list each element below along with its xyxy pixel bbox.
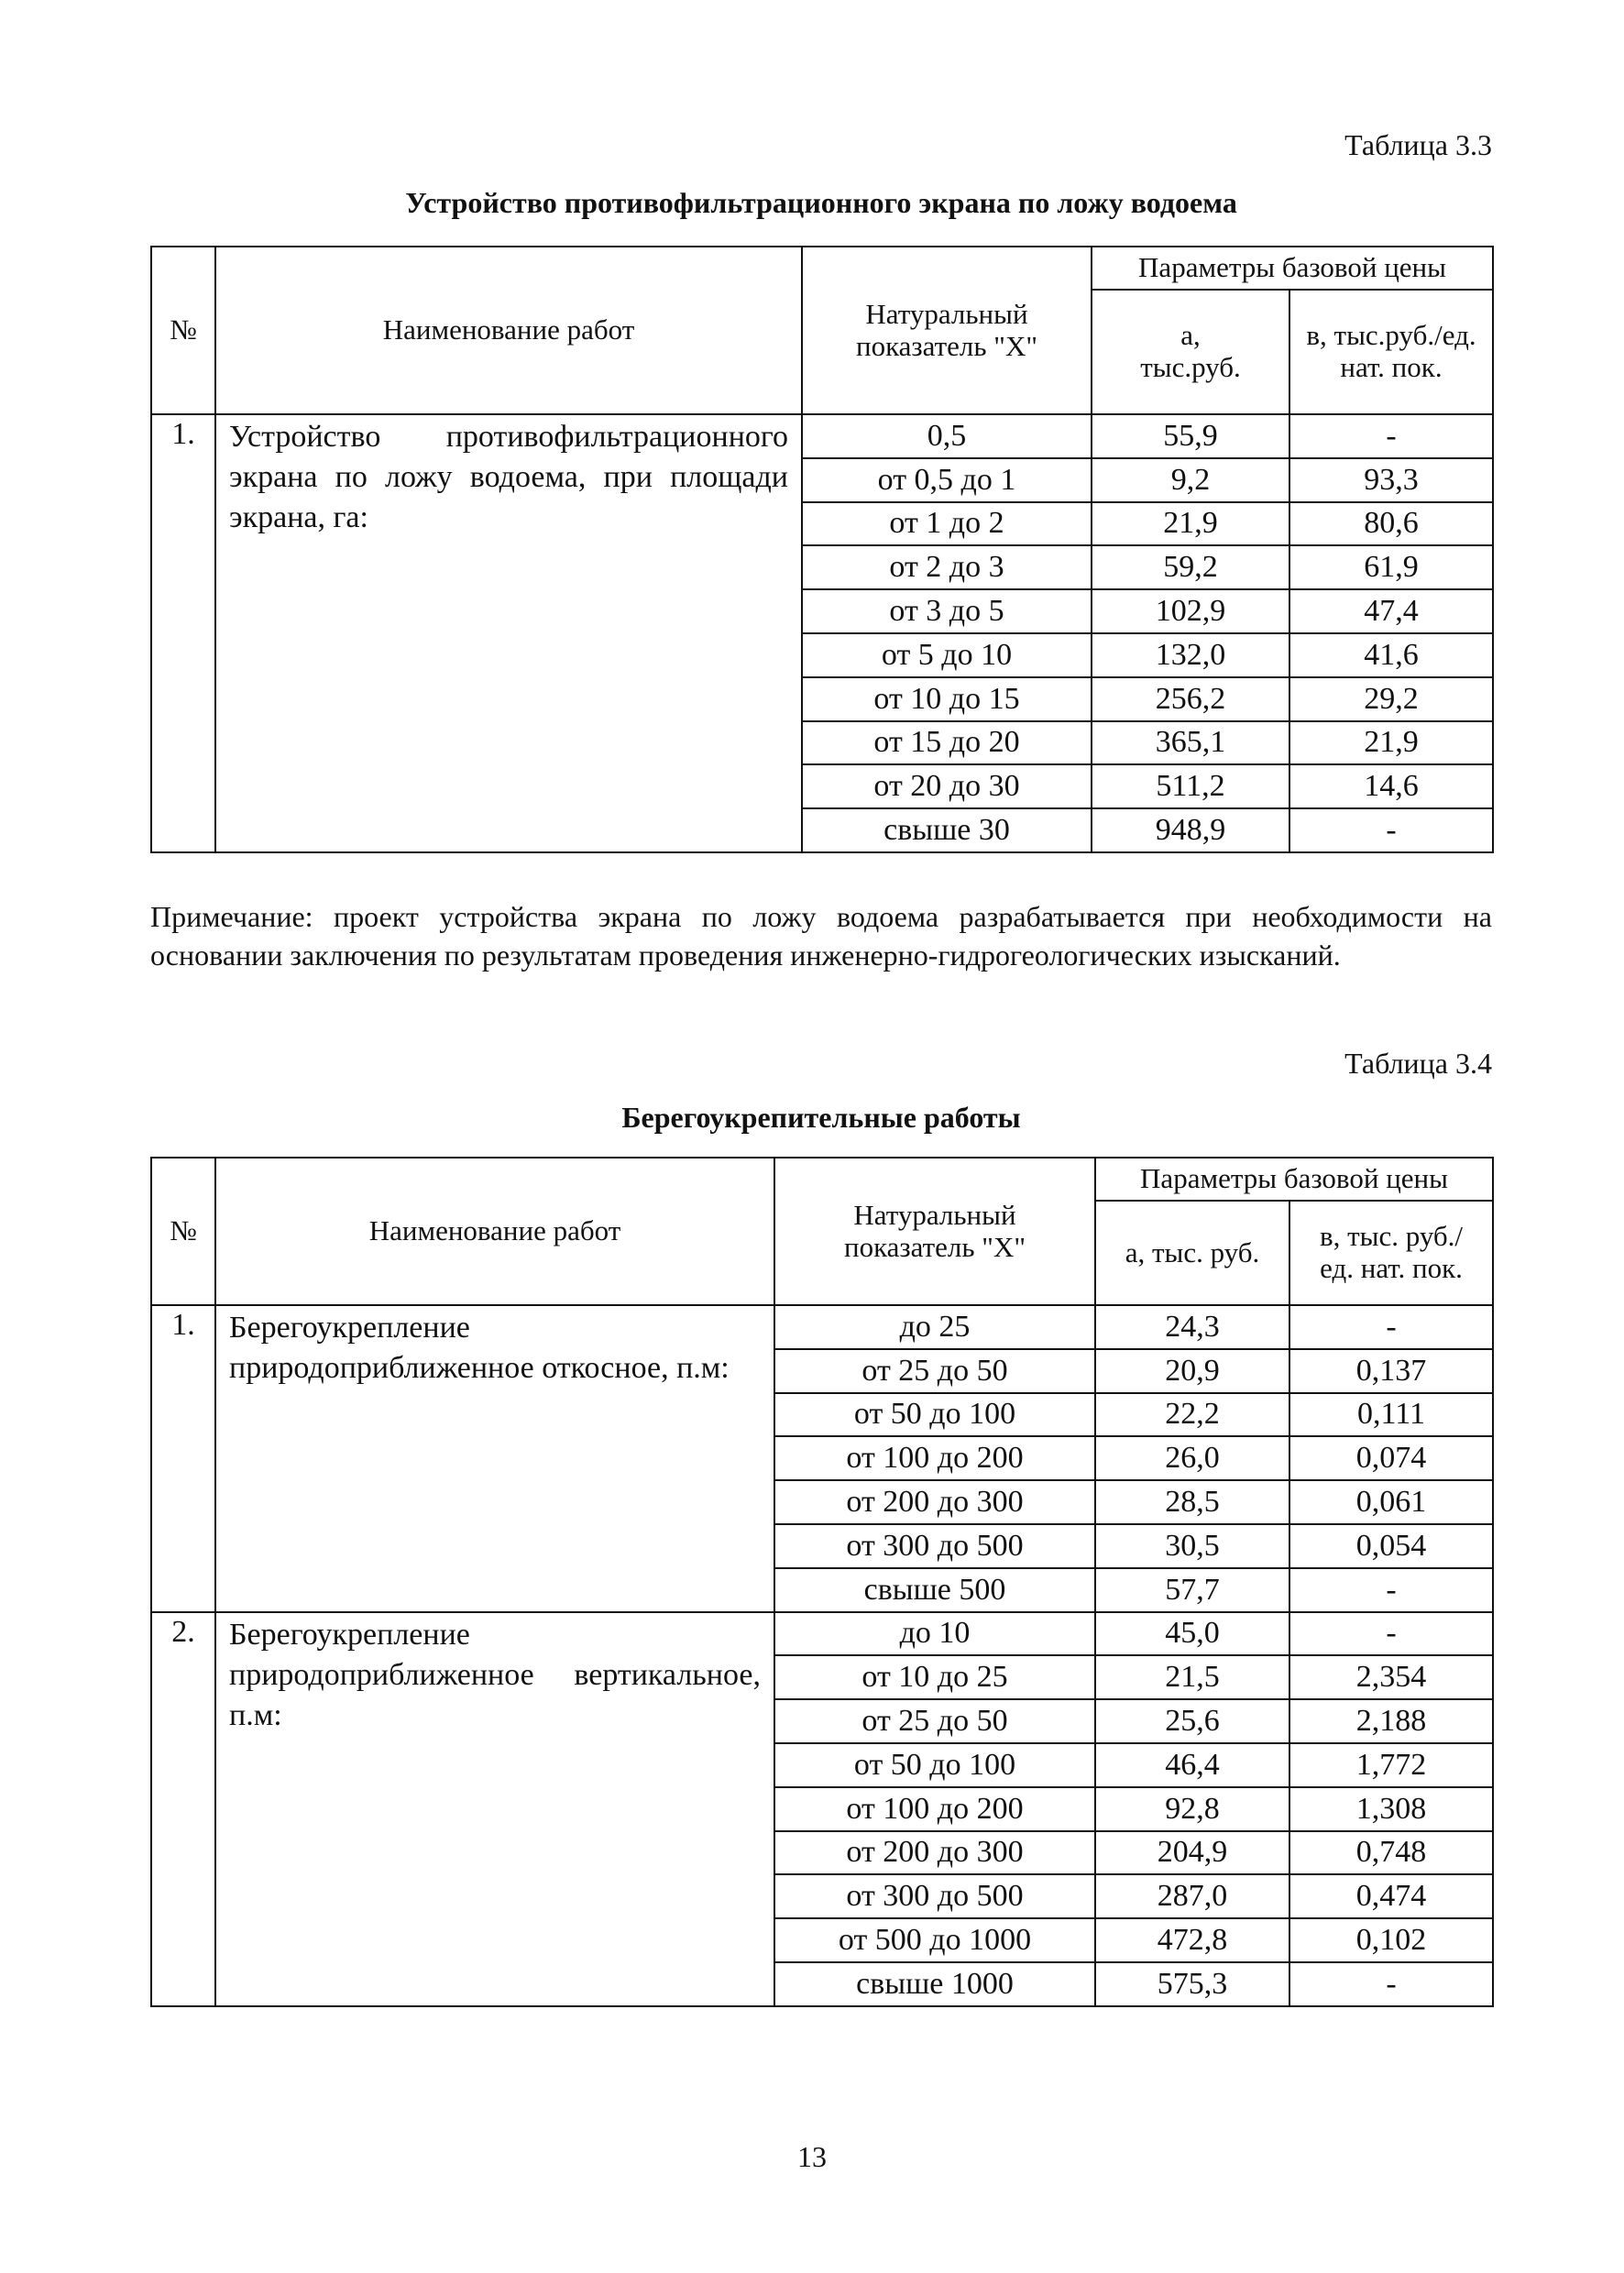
header-num: № xyxy=(151,247,215,414)
row-number: 2. xyxy=(151,1612,215,2006)
param-a-value: 287,0 xyxy=(1095,1874,1289,1918)
indicator-value: до 10 xyxy=(774,1612,1095,1656)
param-a-value: 472,8 xyxy=(1095,1918,1289,1962)
param-a-value: 24,3 xyxy=(1095,1305,1289,1349)
param-b-value: 2,354 xyxy=(1289,1655,1493,1699)
table-3-3 xyxy=(150,246,1494,853)
param-a-value: 25,6 xyxy=(1095,1699,1289,1743)
indicator-value: от 200 до 300 xyxy=(774,1831,1095,1875)
param-a-value: 21,5 xyxy=(1095,1655,1289,1699)
param-b-value: 14,6 xyxy=(1289,764,1493,808)
param-a-value: 21,9 xyxy=(1092,502,1289,546)
param-b-value: - xyxy=(1289,1305,1493,1349)
param-b-value: 93,3 xyxy=(1289,458,1493,502)
header-params: Параметры базовой цены xyxy=(1092,247,1493,290)
indicator-value: от 5 до 10 xyxy=(802,633,1092,677)
indicator-value: свыше 1000 xyxy=(774,1962,1095,2006)
table-3-4-title: Берегоукрепительные работы xyxy=(621,1101,1021,1134)
param-b-value: 61,9 xyxy=(1289,545,1493,589)
param-a-value: 28,5 xyxy=(1095,1480,1289,1524)
indicator-value: от 10 до 15 xyxy=(802,677,1092,721)
param-b-value: 0,061 xyxy=(1289,1480,1493,1524)
param-b-value: 41,6 xyxy=(1289,633,1493,677)
work-name: Устройство противофильтрационного экрана по ложу водоема, при площади экрана, га: xyxy=(215,414,802,852)
param-a-value: 57,7 xyxy=(1095,1568,1289,1612)
table-3-4-body xyxy=(151,1305,1493,2006)
indicator-value: от 10 до 25 xyxy=(774,1655,1095,1699)
param-a-value: 948,9 xyxy=(1092,808,1289,852)
table-3-3-body xyxy=(151,414,1493,852)
param-b-value: 0,102 xyxy=(1289,1918,1493,1962)
indicator-value: свыше 30 xyxy=(802,808,1092,852)
indicator-value: от 200 до 300 xyxy=(774,1480,1095,1524)
table-row xyxy=(151,1612,1493,1656)
param-a-value: 59,2 xyxy=(1092,545,1289,589)
indicator-value: от 15 до 20 xyxy=(802,721,1092,765)
param-a-value: 132,0 xyxy=(1092,633,1289,677)
indicator-value: от 100 до 200 xyxy=(774,1436,1095,1480)
param-a-value: 92,8 xyxy=(1095,1787,1289,1831)
param-a-value: 511,2 xyxy=(1092,764,1289,808)
param-b-value: 2,188 xyxy=(1289,1699,1493,1743)
param-b-value: - xyxy=(1289,414,1493,458)
param-a-value: 9,2 xyxy=(1092,458,1289,502)
header-b: в, тыс. руб./ед. нат. пок. xyxy=(1289,1201,1493,1305)
table-3-3-label: Таблица 3.3 xyxy=(1344,128,1492,161)
header-num: № xyxy=(151,1158,215,1305)
param-a-value: 204,9 xyxy=(1095,1831,1289,1875)
header-name: Наименование работ xyxy=(215,1158,774,1305)
indicator-value: от 500 до 1000 xyxy=(774,1918,1095,1962)
indicator-value: от 20 до 30 xyxy=(802,764,1092,808)
param-a-value: 575,3 xyxy=(1095,1962,1289,2006)
table-row xyxy=(151,414,1493,458)
indicator-value: от 50 до 100 xyxy=(774,1743,1095,1787)
header-params: Параметры базовой цены xyxy=(1095,1158,1493,1201)
indicator-value: от 300 до 500 xyxy=(774,1524,1095,1568)
param-a-value: 55,9 xyxy=(1092,414,1289,458)
param-a-value: 20,9 xyxy=(1095,1349,1289,1393)
indicator-value: свыше 500 xyxy=(774,1568,1095,1612)
indicator-value: от 2 до 3 xyxy=(802,545,1092,589)
row-number: 1. xyxy=(151,1305,215,1612)
param-a-value: 365,1 xyxy=(1092,721,1289,765)
table-3-3-title: Устройство противофильтрационного экрана по ложу водоема xyxy=(405,186,1237,219)
param-b-value: 21,9 xyxy=(1289,721,1493,765)
param-b-value: - xyxy=(1289,808,1493,852)
param-b-value: 47,4 xyxy=(1289,589,1493,633)
header-a: а, тыс.руб. xyxy=(1092,290,1289,414)
param-a-value: 26,0 xyxy=(1095,1436,1289,1480)
table-3-4-label: Таблица 3.4 xyxy=(1344,1047,1492,1080)
indicator-value: от 100 до 200 xyxy=(774,1787,1095,1831)
param-b-value: 0,074 xyxy=(1289,1436,1493,1480)
indicator-value: от 25 до 50 xyxy=(774,1699,1095,1743)
param-b-value: - xyxy=(1289,1612,1493,1656)
param-b-value: 0,137 xyxy=(1289,1349,1493,1393)
note: Примечание: проект устройства экрана по ложу водоема разрабатывается при необходимости на основании заключения по результатам проведения инженерно-гидрогеологических изысканий. xyxy=(150,900,1492,972)
indicator-value: от 1 до 2 xyxy=(802,502,1092,546)
header-b: в, тыс.руб./ед. нат. пок. xyxy=(1289,290,1493,414)
indicator-value: 0,5 xyxy=(802,414,1092,458)
param-a-value: 22,2 xyxy=(1095,1393,1289,1437)
param-b-value: 80,6 xyxy=(1289,502,1493,546)
header-a: а, тыс. руб. xyxy=(1095,1201,1289,1305)
param-b-value: 0,054 xyxy=(1289,1524,1493,1568)
param-a-value: 30,5 xyxy=(1095,1524,1289,1568)
param-b-value: 1,308 xyxy=(1289,1787,1493,1831)
row-number: 1. xyxy=(151,414,215,852)
indicator-value: от 3 до 5 xyxy=(802,589,1092,633)
param-a-value: 256,2 xyxy=(1092,677,1289,721)
param-b-value: - xyxy=(1289,1568,1493,1612)
work-name: Берегоукрепление природоприближенное вертикальное, п.м: xyxy=(215,1612,774,2006)
indicator-value: от 25 до 50 xyxy=(774,1349,1095,1393)
header-indicator: Натуральный показатель "X" xyxy=(774,1158,1095,1305)
param-b-value: 0,474 xyxy=(1289,1874,1493,1918)
page-number: 13 xyxy=(797,2140,827,2173)
work-name: Берегоукрепление природоприближенное откосное, п.м: xyxy=(215,1305,774,1612)
table-3-4 xyxy=(150,1157,1494,2007)
indicator-value: от 0,5 до 1 xyxy=(802,458,1092,502)
param-b-value: - xyxy=(1289,1962,1493,2006)
param-b-value: 0,748 xyxy=(1289,1831,1493,1875)
param-b-value: 29,2 xyxy=(1289,677,1493,721)
header-indicator: Натуральный показатель "X" xyxy=(802,247,1092,414)
param-a-value: 46,4 xyxy=(1095,1743,1289,1787)
indicator-value: до 25 xyxy=(774,1305,1095,1349)
indicator-value: от 300 до 500 xyxy=(774,1874,1095,1918)
param-a-value: 102,9 xyxy=(1092,589,1289,633)
param-a-value: 45,0 xyxy=(1095,1612,1289,1656)
header-name: Наименование работ xyxy=(215,247,802,414)
indicator-value: от 50 до 100 xyxy=(774,1393,1095,1437)
param-b-value: 1,772 xyxy=(1289,1743,1493,1787)
table-row xyxy=(151,1305,1493,1349)
param-b-value: 0,111 xyxy=(1289,1393,1493,1437)
